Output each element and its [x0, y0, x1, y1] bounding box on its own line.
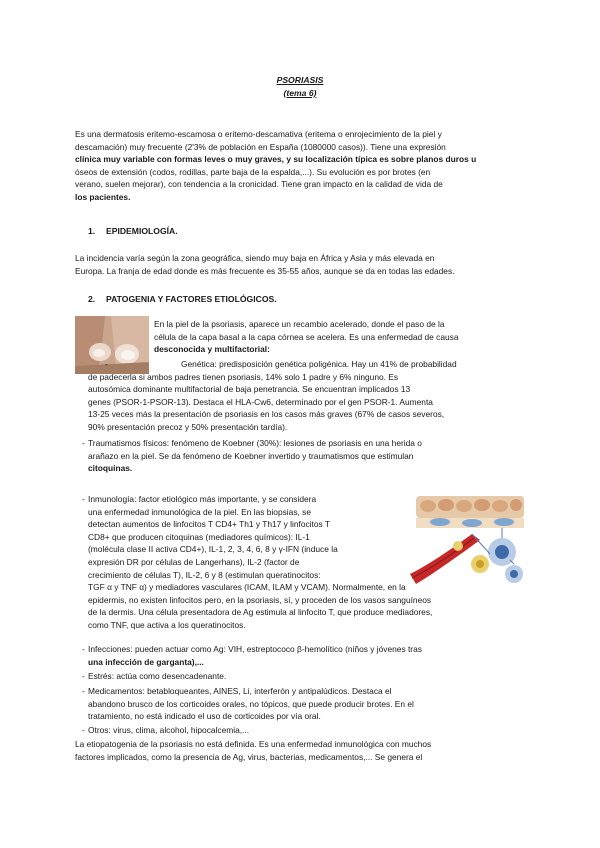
etiopatogenia-paragraph [75, 738, 525, 763]
list-line: TGF α y TNF α) y mediadores vasculares (ICAM, ILAM y VCAM). Normalmente, en la [88, 582, 406, 592]
traumatismos-item [82, 437, 525, 475]
intro-line: Es una dermatosis eritemo-escamosa o eritemo-descamativa (eritema o enrojecimiento de la piel y [75, 129, 442, 139]
intro-line: los pacientes. [75, 191, 131, 202]
paragraph-line: La incidencia varía según la zona geográfica, siendo muy baja en África y Asia y más elevada en [75, 253, 435, 263]
list-dash: - [82, 686, 85, 696]
section-heading-text: PATOGENIA Y FACTORES ETIOLÓGICOS. [106, 294, 277, 304]
list-line: CD8+ que producen citoquinas (mediadores químicos): IL-1 [88, 531, 310, 542]
list-line: epidermis, no existen linfocitos pero, en la psoriasis, sí, y proceden de los vasos sanguíneos [88, 594, 432, 605]
list-line: Traumatismos físicos: fenómeno de Koebner (30%): lesiones de psoriasis en una herida o [88, 438, 422, 448]
list-dash: - [82, 671, 85, 681]
list-line: citoquinas. [88, 463, 133, 474]
list-line: Infecciones: pueden actuar como Ag: VIH, estreptococo β-hemolítico (niños y jóvenes tras [88, 644, 422, 654]
section-heading-text: EPIDEMIOLOGÍA. [106, 226, 178, 236]
intro-line: clínica muy variable con formas leves o muy graves, y su localización típica es sobre planos duros u [75, 154, 477, 165]
list-line: Estrés: actúa como desencadenante. [88, 671, 227, 681]
list-line: Genética: predisposición genética poligénica. Hay un 41% de probabilidad [181, 359, 457, 369]
list-line: una enfermedad inmunológica de la piel. En las biopsias, se [88, 506, 312, 517]
list-line: una infección de garganta),... [88, 656, 204, 667]
genetica-item [88, 358, 525, 434]
section-heading-patogenia [88, 293, 277, 306]
medicamentos-item [82, 685, 525, 723]
list-line: de la dermis. Una célula presentadora de Ag estimula al linfocito T, que produce mediadores, [88, 607, 433, 618]
document-subtitle: (tema 6) [283, 88, 317, 98]
patogenia-intro-paragraph [154, 318, 525, 356]
otros-item [82, 724, 525, 737]
list-line: Otros: virus, clima, alcohol, hipocalcemia,... [88, 725, 250, 735]
list-line: como TNF, que activa a los queratinocitos. [88, 619, 246, 630]
list-line: Inmunología: factor etiológico más importante, y se considera [88, 494, 317, 504]
list-line: abandono brusco de los corticoides orales, no tópicos, que puede producir brotes. En el [88, 698, 414, 709]
inmunologia-item [82, 493, 406, 581]
list-line: tratamiento, no está indicado el uso de corticoides por vía oral. [88, 711, 321, 722]
paragraph-line: célula de la capa basal a la capa córnea se acelera. Es una enfermedad de causa [154, 331, 459, 342]
list-line: arañazo en la piel. Se da fenómeno de Koebner invertido y traumatismos que estimulan [88, 450, 414, 461]
intro-line: verano, suelen mejorar), con tendencia a la cronicidad. Tiene gran impacto en la calidad de vida de [75, 179, 443, 190]
immunology-diagram [410, 494, 527, 588]
section-number: 1. [88, 226, 96, 236]
document-title: PSORIASIS [276, 75, 324, 85]
list-line: 90% presentación precoz y 50% presentación tardía). [88, 421, 288, 432]
section-heading-epidemiologia [88, 225, 178, 238]
list-line: crecimiento de células T), IL-2, 6 y 8 (estimulan queratinocitos: [88, 569, 321, 580]
epidemiologia-paragraph [75, 252, 525, 277]
estres-item [82, 670, 525, 683]
list-line: expresión DR por células de Langerhans), IL-2 (factor de [88, 556, 300, 567]
list-dash: - [82, 644, 85, 654]
list-dash: - [82, 725, 85, 735]
list-dash: - [82, 494, 85, 504]
section-number: 2. [88, 294, 96, 304]
inmunologia-continuation [88, 581, 525, 631]
intro-line: descamación) muy frecuente (2'3% de población en España (1080000 casos)). Tiene una expresión [75, 141, 446, 152]
paragraph-line: La etiopatogenia de la psoriasis no está definida. Es una enfermedad inmunológica con muchos [75, 739, 432, 749]
list-line: genes (PSOR-1-PSOR-13). Destaca el HLA-Cw6, determinado por el gen PSOR-1. Aumenta [88, 396, 433, 407]
paragraph-line: En la piel de la psoriasis, aparece un recambio acelerado, donde el paso de la [154, 319, 445, 329]
list-dash: - [105, 359, 108, 369]
list-line: Medicamentos: betabloqueantes, AINES, Li, interferón y antipalúdicos. Destaca el [88, 686, 392, 696]
intro-paragraph [75, 128, 525, 204]
list-line: detectan aumentos de linfocitos T CD4+ Th1 y Th17 y linfocitos T [88, 519, 331, 530]
intro-line: óseos de extensión (codos, rodillas, parte baja de la espalda,...). Su evolución es por brotes (en [75, 166, 431, 177]
list-line: 13-25 veces más la presentación de psoriasis en los casos más graves (67% de casos severos, [88, 409, 445, 420]
list-line: de padecerla si ambos padres tienen psoriasis, 14% solo 1 padre y 6% ninguno. Es [88, 371, 399, 382]
list-line: (molécula clase II activa CD4+), IL-1, 2, 3, 4, 6, 8 y γ-IFN (induce la [88, 544, 338, 555]
list-dash: - [82, 438, 85, 448]
paragraph-line: Europa. La franja de edad donde es más frecuente es 35-55 años, aunque se da en todas las edades. [75, 265, 455, 276]
list-line: autosómica dominante multifactorial de baja penetrancia. Se encuentran implicados 13 [88, 384, 411, 395]
paragraph-line: desconocida y multifactorial: [154, 344, 270, 355]
paragraph-line: factores implicados, como la presencia de Ag, virus, bacterias, medicamentos,... Se genera el [75, 751, 423, 762]
infecciones-item [82, 643, 525, 668]
